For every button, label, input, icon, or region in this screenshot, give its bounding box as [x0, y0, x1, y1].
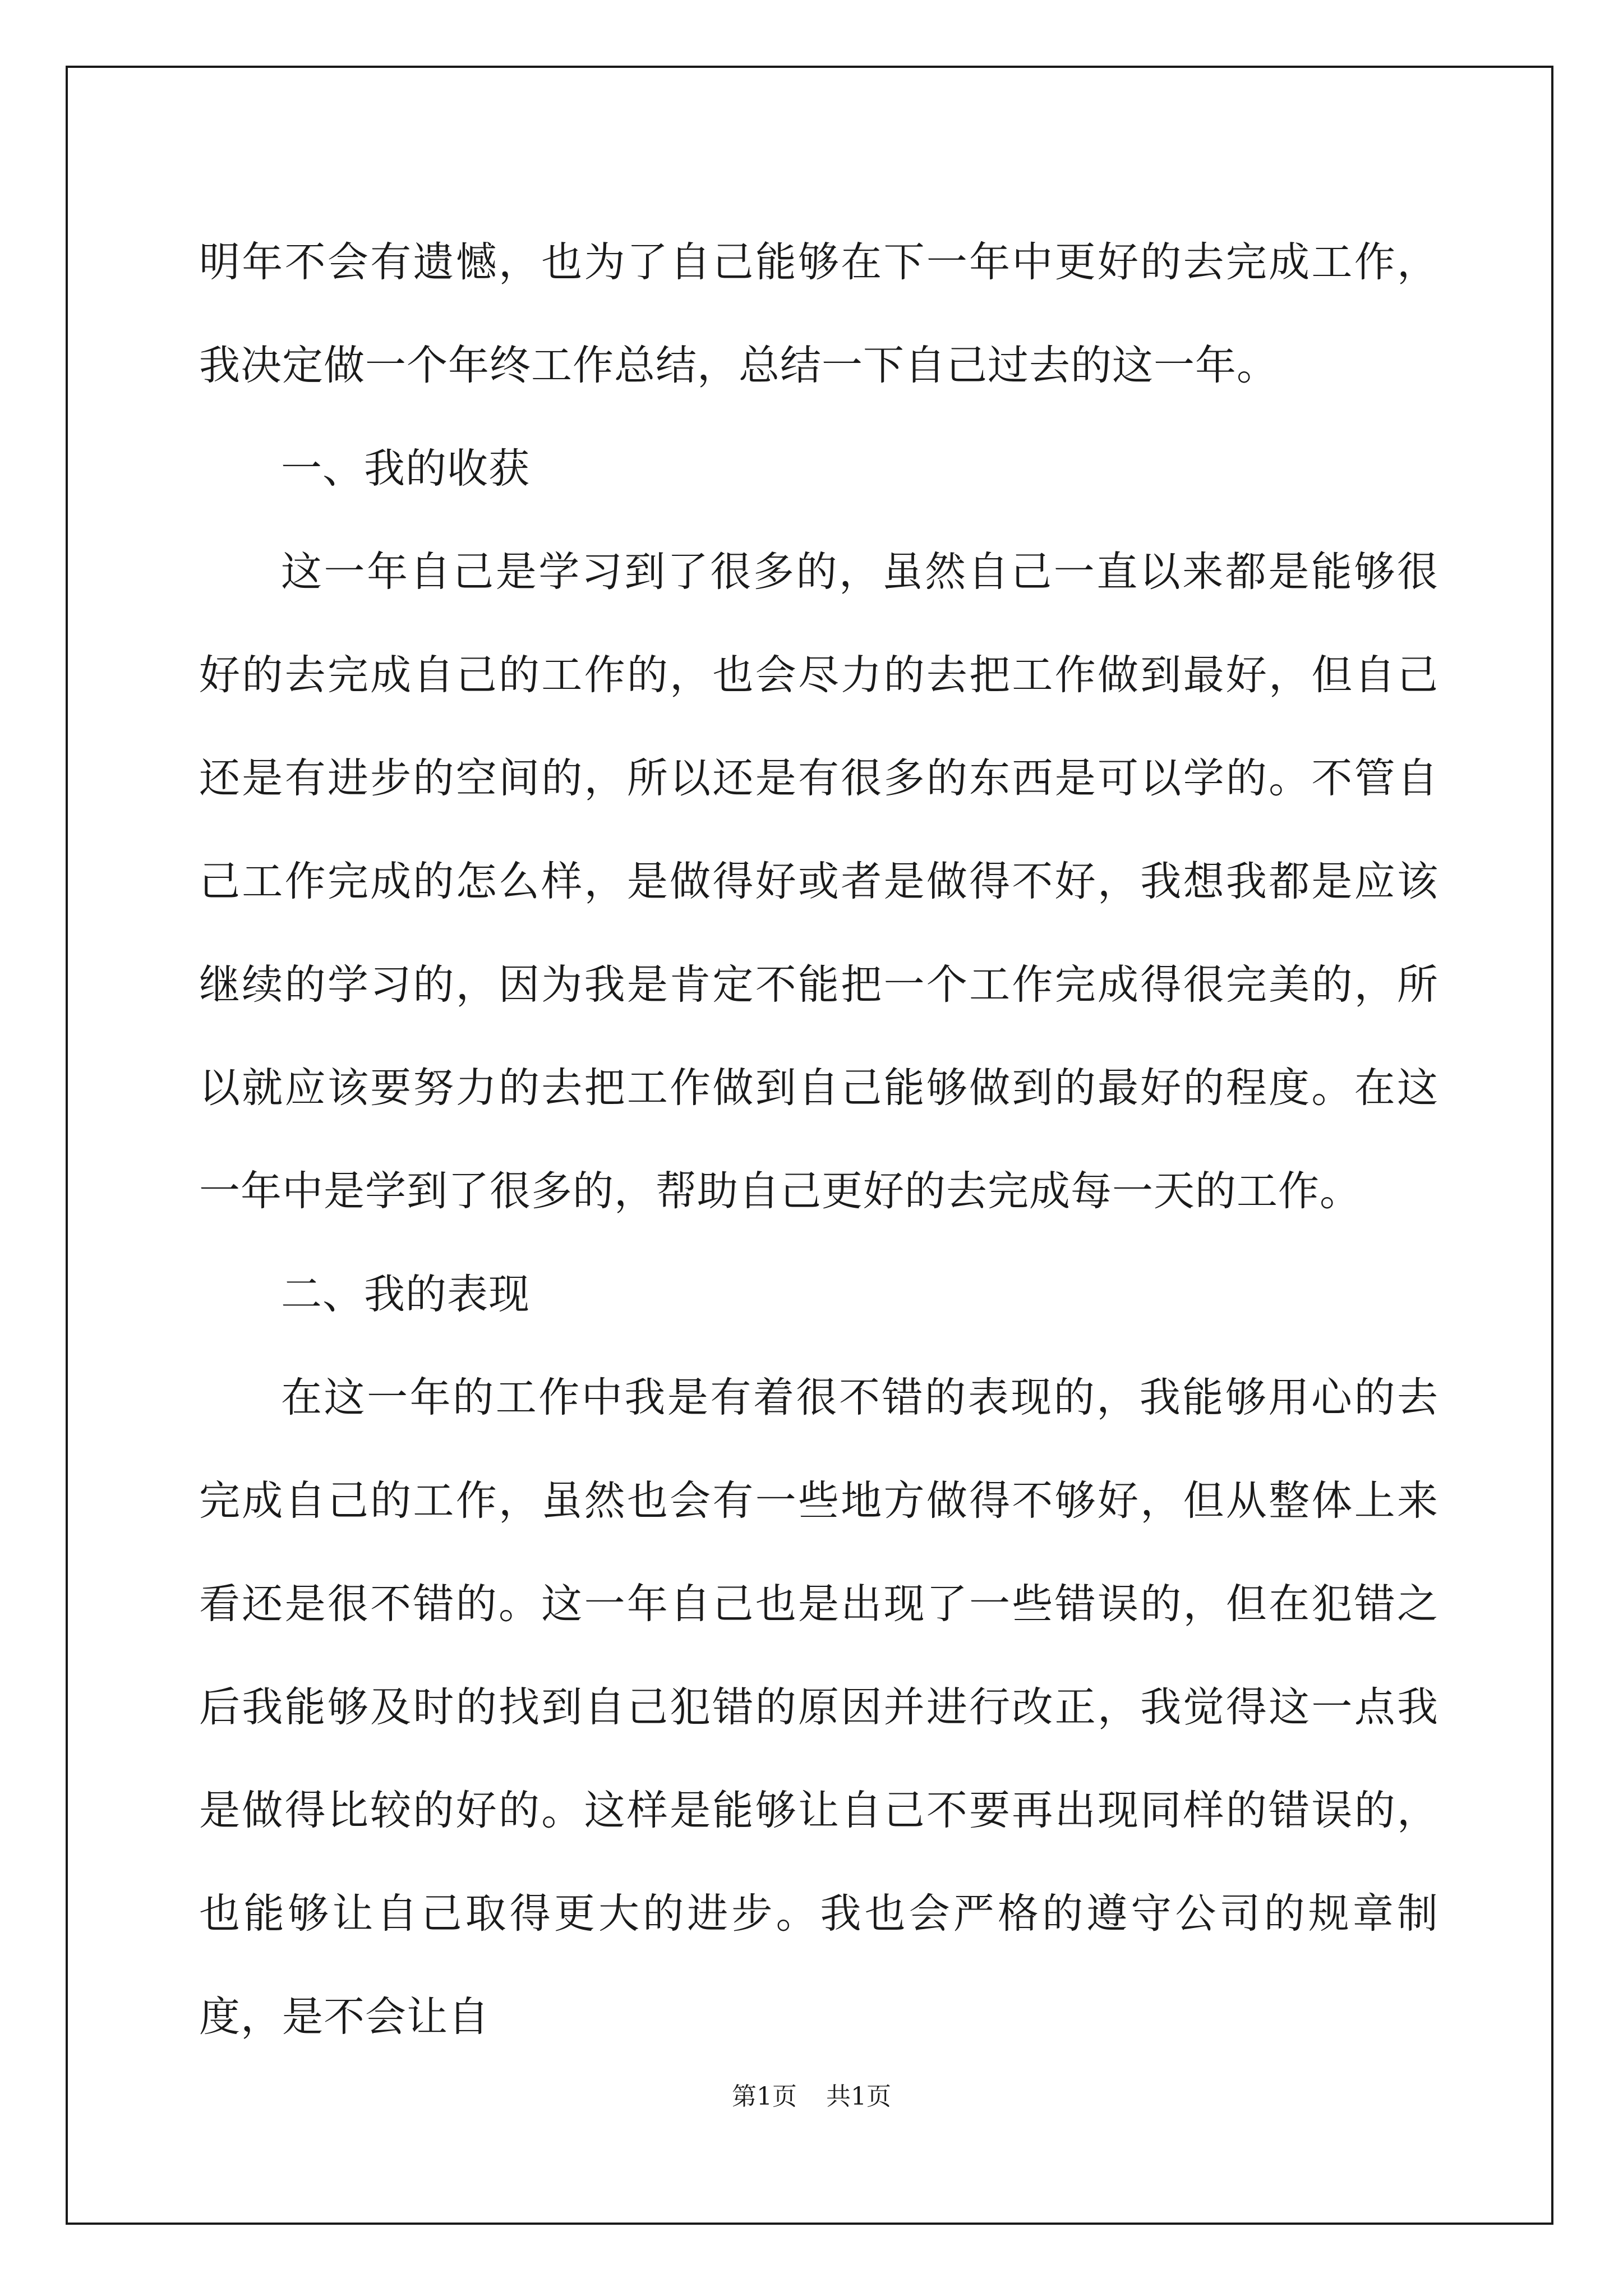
- page-number-total: 共1页: [826, 2082, 891, 2111]
- page-number-current: 第1页: [732, 2082, 797, 2111]
- page-footer: [0, 2080, 1623, 2114]
- document-body: [199, 211, 1438, 2069]
- section-heading-gains: 一、我的收获: [281, 445, 530, 493]
- paragraph-intro-continuation: 明年不会有遗憾，也为了自己能够在下一年中更好的去完成工作，我决定做一个年终工作总结，总结一下自己过去的这一年。: [199, 238, 1438, 389]
- paragraph-performance: 在这一年的工作中我是有着很不错的表现的，我能够用心的去完成自己的工作，虽然也会有一些地方做得不够好，但从整体上来看还是很不错的。这一年自己也是出现了一些错误的，但在犯错之后我能够及时的找到自己犯错的原因并进行改正，我觉得这一点我是做得比较的好的。这样是能够让自己不要再出现同样的错误的，也能够让自己取得更大的进步。我也会严格的遵守公司的规章制度，是不会让自: [199, 1374, 1438, 2041]
- paragraph-gains: 这一年自己是学习到了很多的，虽然自己一直以来都是能够很好的去完成自己的工作的，也会尽力的去把工作做到最好，但自己还是有进步的空间的，所以还是有很多的东西是可以学的。不管自己工作完成的怎么样，是做得好或者是做得不好，我想我都是应该继续的学习的，因为我是肯定不能把一个工作完成得很完美的，所以就应该要努力的去把工作做到自己能够做到的最好的程度。在这一年中是学到了很多的，帮助自己更好的去完成每一天的工作。: [199, 548, 1438, 1215]
- section-heading-performance: 二、我的表现: [281, 1271, 530, 1318]
